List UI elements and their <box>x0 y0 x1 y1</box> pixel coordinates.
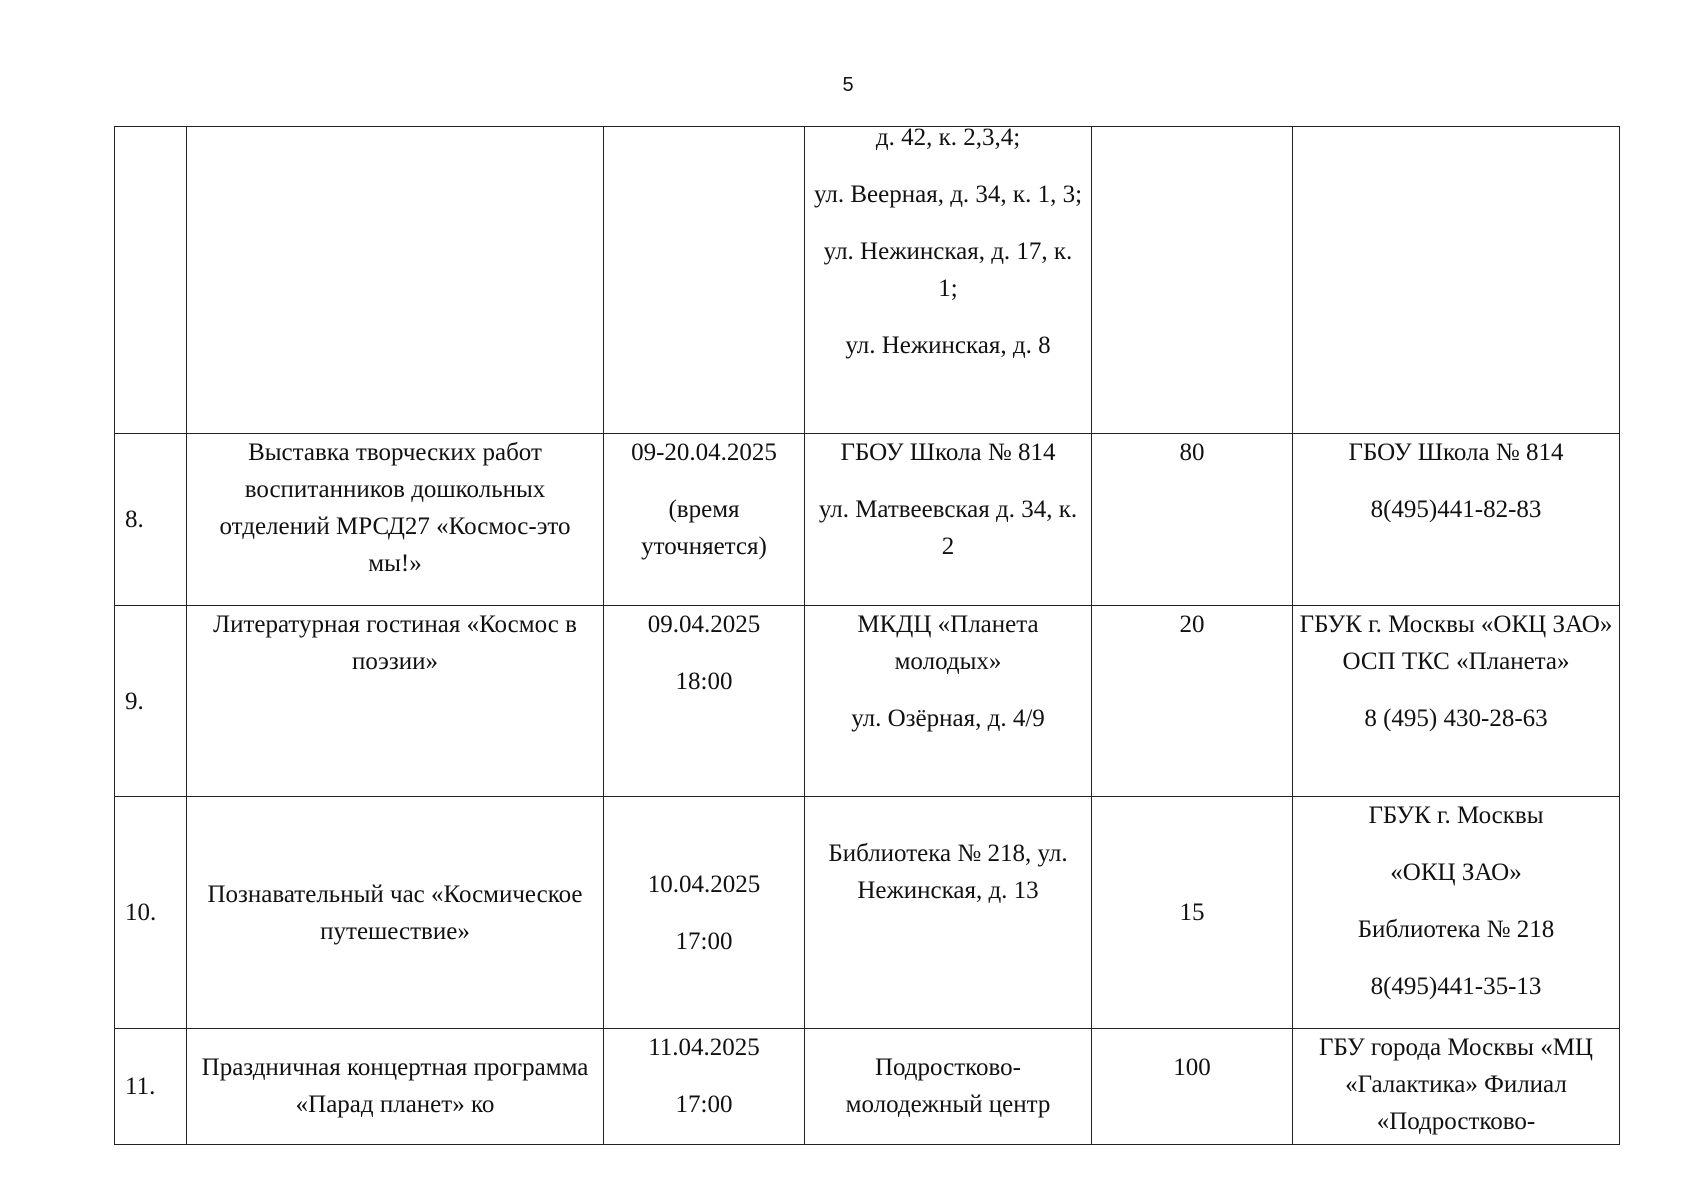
event-title: Литературная гостиная «Космос в поэзии» <box>213 611 577 675</box>
place-line: ГБОУ Школа № 814 <box>840 439 1056 466</box>
participants-count-cell <box>1092 127 1293 434</box>
event-date: 09-20.04.2025 <box>631 439 777 466</box>
event-title-cell <box>187 606 604 797</box>
place-line: МКДЦ «Планета молодых» <box>857 611 1039 675</box>
organizer-line: ГБУК г. Москвы <box>1368 802 1544 829</box>
event-title: Праздничная концертная программа «Парад планет» ко <box>201 1054 589 1118</box>
organizer-phone: 8(495)441-35-13 <box>1370 973 1542 1000</box>
event-time: 17:00 <box>675 1091 733 1118</box>
event-title-cell <box>187 1029 604 1145</box>
organizer-line: ГБОУ Школа № 814 <box>1348 439 1564 466</box>
event-place-cell <box>805 1029 1092 1145</box>
row-number-cell: 10. <box>115 797 187 1029</box>
table-row <box>115 797 1620 1029</box>
event-date: 10.04.2025 <box>647 870 761 898</box>
organizer-line: «ОКЦ ЗАО» <box>1390 859 1522 886</box>
participants-count-cell: 80 <box>1092 434 1293 606</box>
organizer-phone: 8 (495) 430-28-63 <box>1364 705 1548 732</box>
event-date-cell <box>604 606 805 797</box>
organizer-line: Библиотека № 218 <box>1357 916 1555 943</box>
place-line: ул. Нежинская, д. 17, к. 1; <box>823 238 1073 302</box>
event-place-cell <box>805 797 1092 1029</box>
event-date-cell <box>604 797 805 1029</box>
event-date: 09.04.2025 <box>647 611 761 638</box>
place-line: ул. Веерная, д. 34, к. 1, 3; <box>813 181 1083 208</box>
place-line: Библиотека № 218, ул. Нежинская, д. 13 <box>828 840 1068 904</box>
table-row <box>115 1029 1620 1145</box>
row-number-cell <box>115 127 187 434</box>
organizer-cell <box>1293 434 1620 606</box>
place-line: ул. Нежинская, д. 8 <box>845 332 1051 359</box>
event-title-cell <box>187 434 604 606</box>
event-date: 11.04.2025 <box>648 1034 760 1061</box>
table-row <box>115 127 1620 434</box>
event-date-cell <box>604 434 805 606</box>
table-row <box>115 434 1620 606</box>
organizer-cell <box>1293 797 1620 1029</box>
event-title: Познавательный час «Космическое путешествие» <box>207 880 583 945</box>
organizer-line: ГБУК г. Москвы «ОКЦ ЗАО» ОСП ТКС «Планета» <box>1299 611 1613 675</box>
page-number: 5 <box>842 74 854 96</box>
event-time: 17:00 <box>675 927 733 955</box>
participants-count-cell: 100 <box>1092 1029 1293 1145</box>
event-title: Выставка творческих работ воспитанников дошкольных отделений МРСД27 «Космос-это мы!» <box>219 439 571 577</box>
event-place-cell <box>805 606 1092 797</box>
event-date-cell <box>604 127 805 434</box>
event-time: (время уточняется) <box>641 496 767 560</box>
organizer-phone: 8(495)441-82-83 <box>1370 496 1542 523</box>
event-place-cell <box>805 434 1092 606</box>
organizer-cell <box>1293 606 1620 797</box>
organizer-line: ГБУ города Москвы «МЦ «Галактика» Филиал «Подростково- <box>1319 1034 1593 1135</box>
event-time: 18:00 <box>675 668 733 695</box>
place-line: ул. Озёрная, д. 4/9 <box>851 705 1045 732</box>
row-number-cell: 8. <box>115 434 187 606</box>
participants-count-cell: 20 <box>1092 606 1293 797</box>
row-number-cell: 9. <box>115 606 187 797</box>
place-line: д. 42, к. 2,3,4; <box>875 124 1021 151</box>
row-number-cell: 11. <box>115 1029 187 1145</box>
place-line: Подростково-молодежный центр <box>845 1054 1051 1118</box>
event-title-cell <box>187 127 604 434</box>
organizer-cell <box>1293 127 1620 434</box>
event-date-cell <box>604 1029 805 1145</box>
participants-count-cell: 15 <box>1092 797 1293 1029</box>
organizer-cell <box>1293 1029 1620 1145</box>
event-place-cell <box>805 124 1092 434</box>
table-row <box>115 606 1620 797</box>
events-table <box>114 126 1620 1145</box>
place-line: ул. Матвеевская д. 34, к. 2 <box>818 496 1078 560</box>
event-title-cell <box>187 797 604 1029</box>
